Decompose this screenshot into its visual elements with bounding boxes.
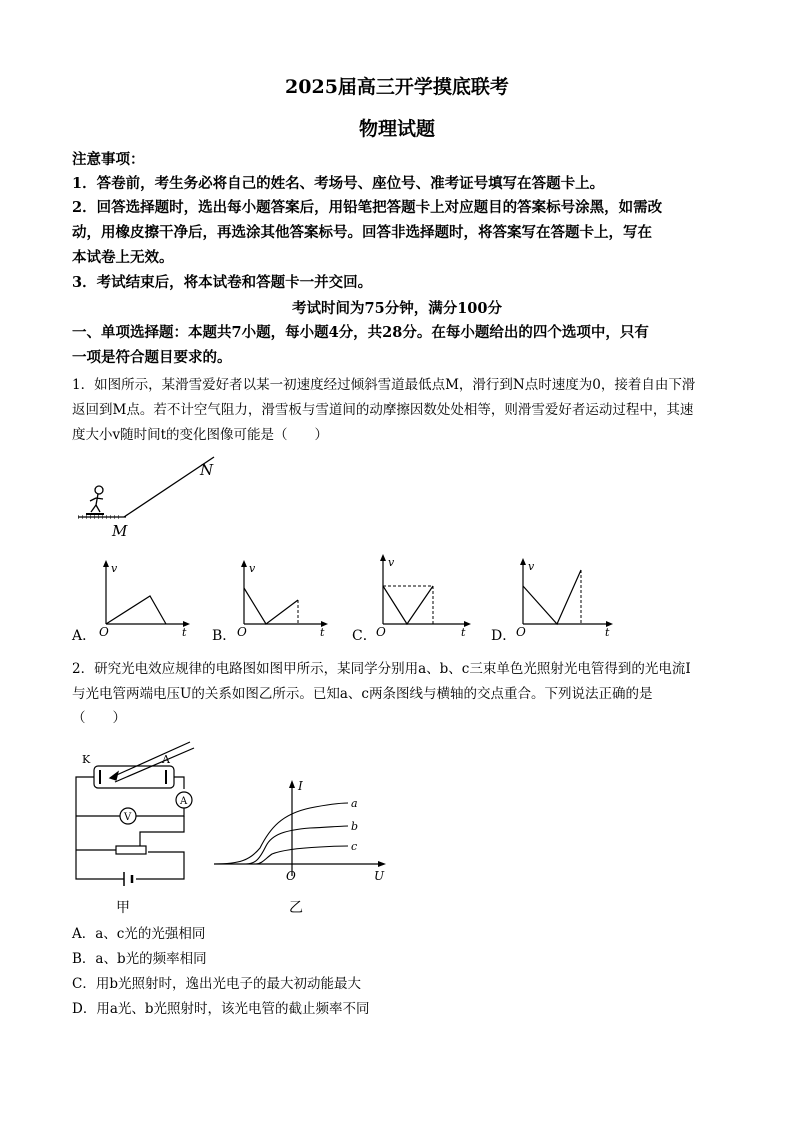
svg-text:A: A <box>180 796 188 807</box>
exam-title: 2025届高三开学摸底联考 <box>285 76 509 98</box>
section1-line2: 一项是符合题目要求的。 <box>72 349 232 366</box>
notice-item-2-cont: 动，用橡皮擦干净后，再选涂其他答案标号。回答非选择题时，将答案写在答题卡上，写在 <box>72 224 652 241</box>
svg-text:O: O <box>516 625 526 638</box>
svg-text:O: O <box>99 625 109 638</box>
q1-graph-c-curve <box>383 586 433 624</box>
q1-option-a[interactable]: A． <box>72 628 97 644</box>
q1-graph-b-curve <box>244 588 298 624</box>
q2-option-c[interactable]: C．用b光照射时，逸出光电子的最大初动能最大 <box>72 976 361 992</box>
exam-subject: 物理试题 <box>358 118 435 140</box>
svg-text:O: O <box>237 625 247 638</box>
q1-option-c[interactable]: C． <box>352 628 377 644</box>
q2-option-a[interactable]: A．a、c光的光强相同 <box>72 926 206 942</box>
point-m-label: M <box>112 522 128 540</box>
svg-text:A: A <box>162 753 170 766</box>
q1-option-d[interactable]: D． <box>491 628 517 644</box>
notice-item-3: 3．考试结束后，将本试卷和答题卡一并交回。 <box>72 274 373 291</box>
q2-line3: （ ） <box>72 710 126 726</box>
iu-graph <box>210 778 392 886</box>
q2-line1: 2．研究光电效应规律的电路图如图甲所示，某同学分别用a、b、c三束单色光照射光电管得到的光电流I <box>72 661 691 677</box>
svg-text:t: t <box>605 626 610 638</box>
point-n-label: N <box>200 461 214 479</box>
q1-line1: 1．如图所示，某滑雪爱好者以某一初速度经过倾斜雪道最低点M，滑行到N点时速度为0，接着自由下滑 <box>72 377 696 393</box>
q1-graph-b <box>236 558 332 638</box>
svg-text:b: b <box>351 820 359 833</box>
circuit-caption: 甲 <box>116 900 130 916</box>
q1-line3: 度大小v随时间t的变化图像可能是（ ） <box>72 427 329 443</box>
time-info: 考试时间为75分钟，满分100分 <box>292 300 502 317</box>
circuit-diagram <box>70 736 210 888</box>
q1-option-b[interactable]: B． <box>212 628 237 644</box>
q1-graph-d <box>515 556 617 638</box>
q1-graph-a <box>98 558 194 638</box>
svg-text:V: V <box>124 812 132 823</box>
q1-graph-d-curve <box>523 570 581 624</box>
q2-option-b[interactable]: B．a、b光的频率相同 <box>72 951 207 967</box>
svg-text:v: v <box>388 556 395 569</box>
notice-item-1: 1．答卷前，考生务必将自己的姓名、考场号、座位号、准考证号填写在答题卡上。 <box>72 175 605 192</box>
skier-icon <box>86 486 104 514</box>
notice-heading: 注意事项： <box>72 151 145 168</box>
slope-figure <box>74 455 234 540</box>
svg-text:t: t <box>320 626 325 638</box>
svg-text:t: t <box>461 626 466 638</box>
svg-text:O: O <box>376 625 386 638</box>
q1-graph-c <box>375 552 475 638</box>
svg-text:t: t <box>182 626 187 638</box>
q1-line2: 返回到M点。若不计空气阻力，滑雪板与雪道间的动摩擦因数处处相等，则滑雪爱好者运动过程中，其速 <box>72 402 694 418</box>
q1-graph-a-curve <box>106 596 166 624</box>
graph-caption: 乙 <box>289 900 303 916</box>
notice-item-2-end: 本试卷上无效。 <box>72 249 174 266</box>
rheostat-icon <box>116 846 146 854</box>
svg-text:v: v <box>249 562 256 575</box>
svg-text:U: U <box>374 869 385 883</box>
svg-text:v: v <box>111 562 118 575</box>
svg-text:c: c <box>351 840 358 853</box>
svg-text:a: a <box>351 797 358 810</box>
svg-text:v: v <box>528 560 535 573</box>
svg-text:K: K <box>82 753 91 766</box>
curve-c <box>256 846 348 864</box>
svg-text:O: O <box>286 869 296 883</box>
svg-text:I: I <box>298 779 303 793</box>
q2-option-d[interactable]: D．用a光、b光照射时，该光电管的截止频率不同 <box>72 1001 370 1017</box>
section1-line1: 一、单项选择题：本题共7小题，每小题4分，共28分。在每小题给出的四个选项中，只有 <box>72 324 649 341</box>
notice-item-2: 2．回答选择题时，选出每小题答案后，用铅笔把答题卡上对应题目的答案标号涂黑，如需改 <box>72 199 663 216</box>
phototube <box>94 766 174 788</box>
q2-line2: 与光电管两端电压U的关系如图乙所示。已知a、c两条图线与横轴的交点重合。下列说法正确的是 <box>72 686 653 702</box>
